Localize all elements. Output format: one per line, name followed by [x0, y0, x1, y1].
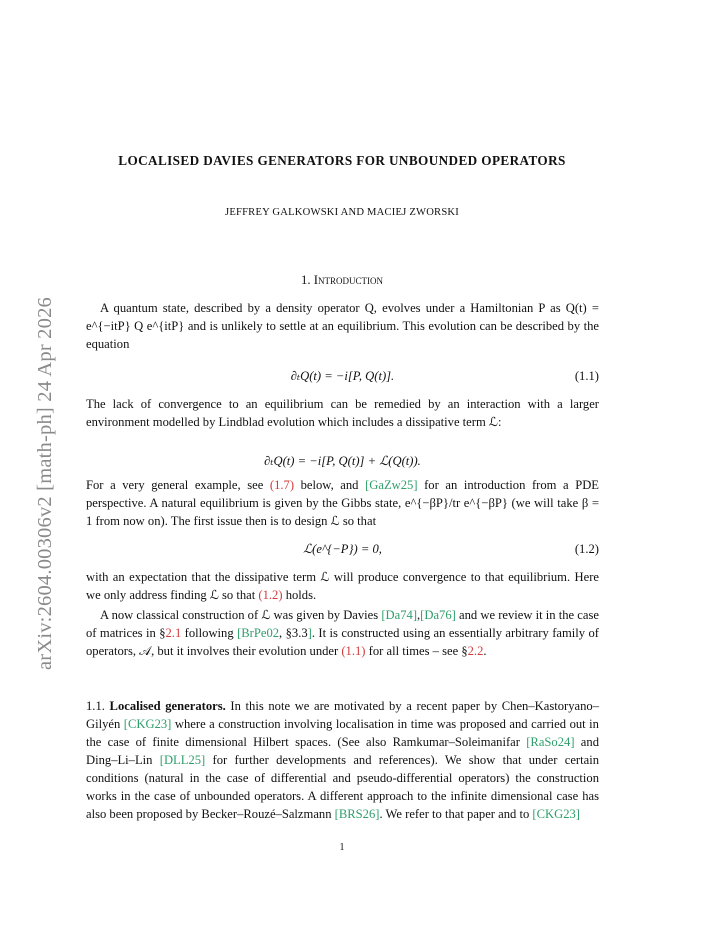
text-run: following: [181, 626, 238, 640]
text-run: below, and: [294, 478, 366, 492]
paper-authors: JEFFREY GALKOWSKI AND MACIEJ ZWORSKI: [225, 207, 459, 218]
text-run: holds.: [282, 588, 317, 602]
text-run: ,: [417, 608, 421, 622]
citation-link[interactable]: [Da74]: [381, 608, 418, 622]
section-reference-link[interactable]: 2.2: [467, 644, 484, 658]
equation-1-2: [86, 540, 599, 558]
equation-reference-link[interactable]: (1.2): [258, 588, 283, 602]
paragraph-3-text: [86, 476, 599, 530]
text-run: A now classical construction of ℒ was given by Davies: [100, 608, 382, 622]
text-run: where a construction involving localisation in time was proposed and carried out in the case of finite dimensional Hilbert spaces. (See also Ramkumar–Soleimanifar: [86, 717, 599, 749]
text-run: for further developments and references). We show that under certain conditions (natural in the case of differential and pseudo-differential operators) the construction works in the case of unbounded operators. A different approach to the infinite dimensional case has also been proposed by Becker–Rouzé–Salzmann: [86, 753, 599, 821]
paragraph-2: [86, 395, 599, 431]
subsection-heading: Localised generators.: [109, 699, 226, 713]
paragraph-1-text: A quantum state, described by a density operator Q, evolves under a Hamiltonian P as Q(t) = e^{−itP} Q e^{itP} and is unlikely to settle at an equilibrium. This evolution can be described by the equation: [86, 301, 599, 351]
citation-link[interactable]: [BrPe02: [237, 626, 280, 640]
arxiv-sidebar: [14, 250, 54, 670]
equation-reference-link[interactable]: (1.1): [341, 644, 366, 658]
subsection-1-1-text: [86, 697, 599, 823]
text-run: with an expectation that the dissipative term ℒ will produce convergence to that equilibrium. Here we only address finding ℒ so that: [86, 570, 599, 602]
citation-link[interactable]: [GaZw25]: [365, 478, 418, 492]
text-run: and we review it in the case of matrices in §: [86, 608, 599, 640]
equation-reference-link[interactable]: (1.7): [269, 478, 295, 492]
citation-link[interactable]: [RaSo24]: [526, 735, 575, 749]
paragraph-5: [86, 606, 599, 660]
text-run: for all times – see §: [365, 644, 468, 658]
page-number: 1: [339, 842, 345, 853]
section-number: 1.: [300, 273, 311, 287]
equation-body: ℒ(e^{−P}) = 0,: [303, 542, 382, 556]
citation-link[interactable]: [CKG23]: [532, 807, 580, 821]
arxiv-identifier: arXiv:2604.00306v2 [math-ph] 24 Apr 2026: [34, 297, 56, 670]
text-run: and Ding–Li–Lin: [86, 735, 599, 767]
equation-unnumbered: [86, 452, 599, 470]
equation-body: ∂ₜQ(t) = −i[P, Q(t)] + ℒ(Q(t)).: [264, 454, 421, 468]
text-run: .: [483, 644, 487, 658]
paragraph-4: [86, 568, 599, 604]
text-run: . It is constructed using an essentially arbitrary family of operators, 𝒜, but it involves their evolution under: [86, 626, 599, 658]
paper-title: LOCALISED DAVIES GENERATORS FOR UNBOUNDED OPERATORS: [118, 153, 566, 168]
section-heading: [86, 273, 598, 288]
subsection-number: 1.1.: [86, 699, 105, 713]
equation-1-1: [86, 367, 599, 385]
subsection-1-1: [86, 697, 599, 823]
text-run: for an introduction from a PDE perspective. A natural equilibrium is given by the Gibbs state, e^{−βP}/tr e^{−βP} (we will take β = 1 from now on). The first issue then is to design ℒ so that: [86, 478, 599, 528]
citation-link-end[interactable]: ]: [307, 626, 312, 640]
text-run: , §3.3: [279, 626, 308, 640]
paragraph-1: [86, 299, 599, 353]
text-run: For a very general example, see: [86, 478, 270, 492]
equation-number: (1.1): [574, 369, 599, 383]
citation-link[interactable]: [Da76]: [420, 608, 456, 622]
citation-link[interactable]: [DLL25]: [159, 753, 206, 767]
paragraph-4-text: [86, 568, 599, 604]
paragraph-5-text: [86, 606, 599, 660]
text-run: In this note we are motivated by a recent paper by Chen–Kastoryano–Gilyén: [86, 699, 599, 731]
citation-link[interactable]: [BRS26]: [334, 807, 380, 821]
section-reference-link[interactable]: 2.1: [165, 626, 182, 640]
citation-link[interactable]: [CKG23]: [123, 717, 172, 731]
equation-number: (1.2): [574, 542, 599, 556]
text-run: . We refer to that paper and to: [379, 807, 533, 821]
section-title: Introduction: [313, 273, 384, 287]
paragraph-3: [86, 476, 599, 530]
paragraph-2-text: The lack of convergence to an equilibrium can be remedied by an interaction with a larger environment modelled by Lindblad evolution which includes a dissipative term ℒ:: [86, 397, 599, 429]
equation-body: ∂ₜQ(t) = −i[P, Q(t)].: [290, 369, 395, 383]
